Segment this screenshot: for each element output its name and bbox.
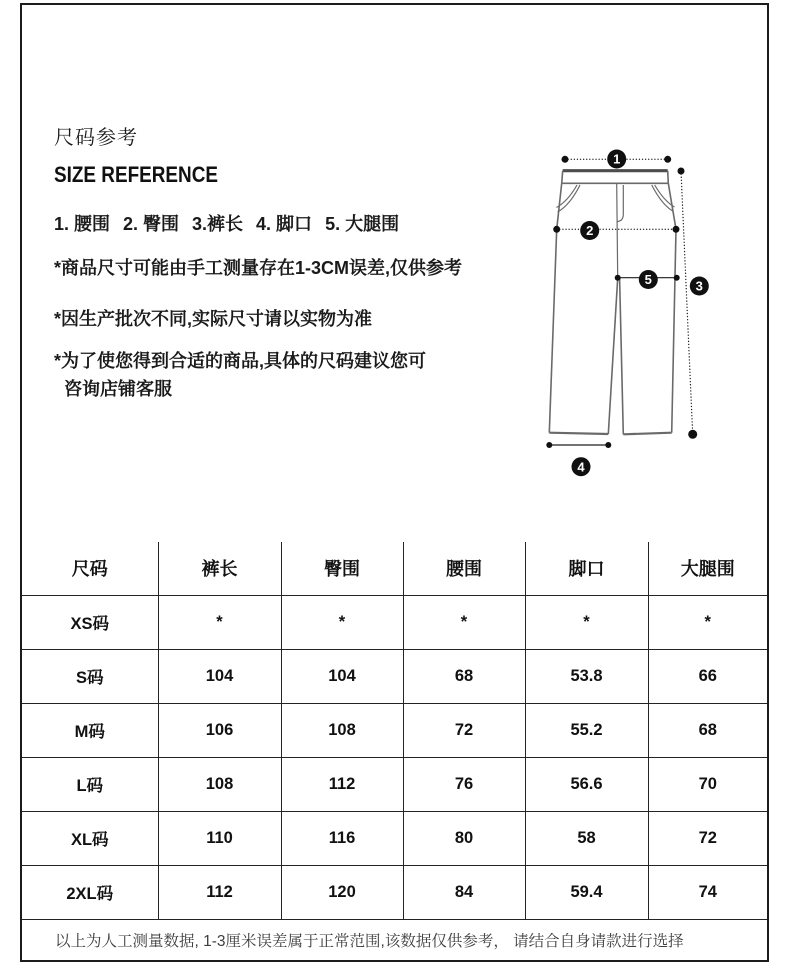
cell-value: 56.6 xyxy=(525,757,648,811)
cell-value: 70 xyxy=(648,757,767,811)
size-table xyxy=(22,542,767,960)
cell-value: * xyxy=(648,595,767,649)
cell-value: 59.4 xyxy=(525,865,648,919)
table-header-row xyxy=(22,542,767,595)
table-footnote: 以上为人工测量数据, 1-3厘米误差属于正常范围,该数据仅供参考， 请结合自身请款进行选择 xyxy=(22,919,767,960)
cell-value: 55.2 xyxy=(525,703,648,757)
measure-point-length: 3.裤长 xyxy=(192,214,244,234)
cell-value: 72 xyxy=(403,703,525,757)
cell-value: 53.8 xyxy=(525,649,648,703)
size-label: M码 xyxy=(22,703,158,757)
measure-point-waist: 1. 腰围 xyxy=(54,214,111,234)
cell-value: 112 xyxy=(158,865,281,919)
cell-value: 112 xyxy=(281,757,403,811)
size-label: XL码 xyxy=(22,811,158,865)
disclaimer-batch: *因生产批次不同,实际尺寸请以实物为准 xyxy=(54,309,373,329)
table-row-2xl xyxy=(22,865,767,919)
size-label: S码 xyxy=(22,649,158,703)
col-header-length: 裤长 xyxy=(158,542,281,595)
size-label: 2XL码 xyxy=(22,865,158,919)
cell-value: 108 xyxy=(158,757,281,811)
measure-point-leg-opening: 4. 脚口 xyxy=(256,214,313,234)
cell-value: * xyxy=(403,595,525,649)
table-footnote-row xyxy=(22,919,767,960)
pants-diagram xyxy=(545,145,720,480)
cell-value: 68 xyxy=(403,649,525,703)
cell-value: 68 xyxy=(648,703,767,757)
svg-text:5: 5 xyxy=(644,272,652,288)
disclaimer-measure-error: *商品尺寸可能由手工测量存在1-3CM误差,仅供参考 xyxy=(54,258,463,278)
svg-text:4: 4 xyxy=(577,459,585,475)
col-header-thigh: 大腿围 xyxy=(648,542,767,595)
table-row-m xyxy=(22,703,767,757)
page-title-en: SIZE REFERENCE xyxy=(54,162,219,187)
badge-4-leg-opening xyxy=(572,457,591,476)
disclaimer-consult-line2: 咨询店铺客服 xyxy=(64,379,172,399)
cell-value: 104 xyxy=(158,649,281,703)
table-row-s xyxy=(22,649,767,703)
disclaimer-consult-line1: *为了使您得到合适的商品,具体的尺码建议您可 xyxy=(54,351,427,371)
cell-value: 72 xyxy=(648,811,767,865)
badge-3-length xyxy=(690,277,709,296)
cell-value: 84 xyxy=(403,865,525,919)
svg-text:2: 2 xyxy=(586,223,594,239)
content-frame xyxy=(20,3,769,962)
pants-outline xyxy=(549,171,676,435)
svg-text:1: 1 xyxy=(613,151,621,167)
cell-value: 116 xyxy=(281,811,403,865)
cell-value: 66 xyxy=(648,649,767,703)
cell-value: 104 xyxy=(281,649,403,703)
col-header-leg-opening: 脚口 xyxy=(525,542,648,595)
svg-text:3: 3 xyxy=(695,278,703,294)
cell-value: 58 xyxy=(525,811,648,865)
measure-point-list xyxy=(54,210,399,236)
col-header-waist: 腰围 xyxy=(403,542,525,595)
measure-point-hip: 2. 臀围 xyxy=(123,214,180,234)
cell-value: 106 xyxy=(158,703,281,757)
col-header-size: 尺码 xyxy=(22,542,158,595)
col-header-hip: 臀围 xyxy=(281,542,403,595)
badge-5-thigh xyxy=(639,270,658,289)
cell-value: 110 xyxy=(158,811,281,865)
badge-2-hip xyxy=(580,221,599,240)
size-label: L码 xyxy=(22,757,158,811)
cell-value: * xyxy=(158,595,281,649)
cell-value: 108 xyxy=(281,703,403,757)
cell-value: 74 xyxy=(648,865,767,919)
table-row-l xyxy=(22,757,767,811)
length-measure-line xyxy=(681,171,693,434)
cell-value: 80 xyxy=(403,811,525,865)
badge-1-waist xyxy=(607,150,626,169)
measure-point-thigh: 5. 大腿围 xyxy=(325,214,400,234)
table-row-xl xyxy=(22,811,767,865)
cell-value: * xyxy=(525,595,648,649)
cell-value: 76 xyxy=(403,757,525,811)
table-row-xs xyxy=(22,595,767,649)
cell-value: 120 xyxy=(281,865,403,919)
cell-value: * xyxy=(281,595,403,649)
size-label: XS码 xyxy=(22,595,158,649)
page-title-zh: 尺码参考 xyxy=(54,127,138,149)
